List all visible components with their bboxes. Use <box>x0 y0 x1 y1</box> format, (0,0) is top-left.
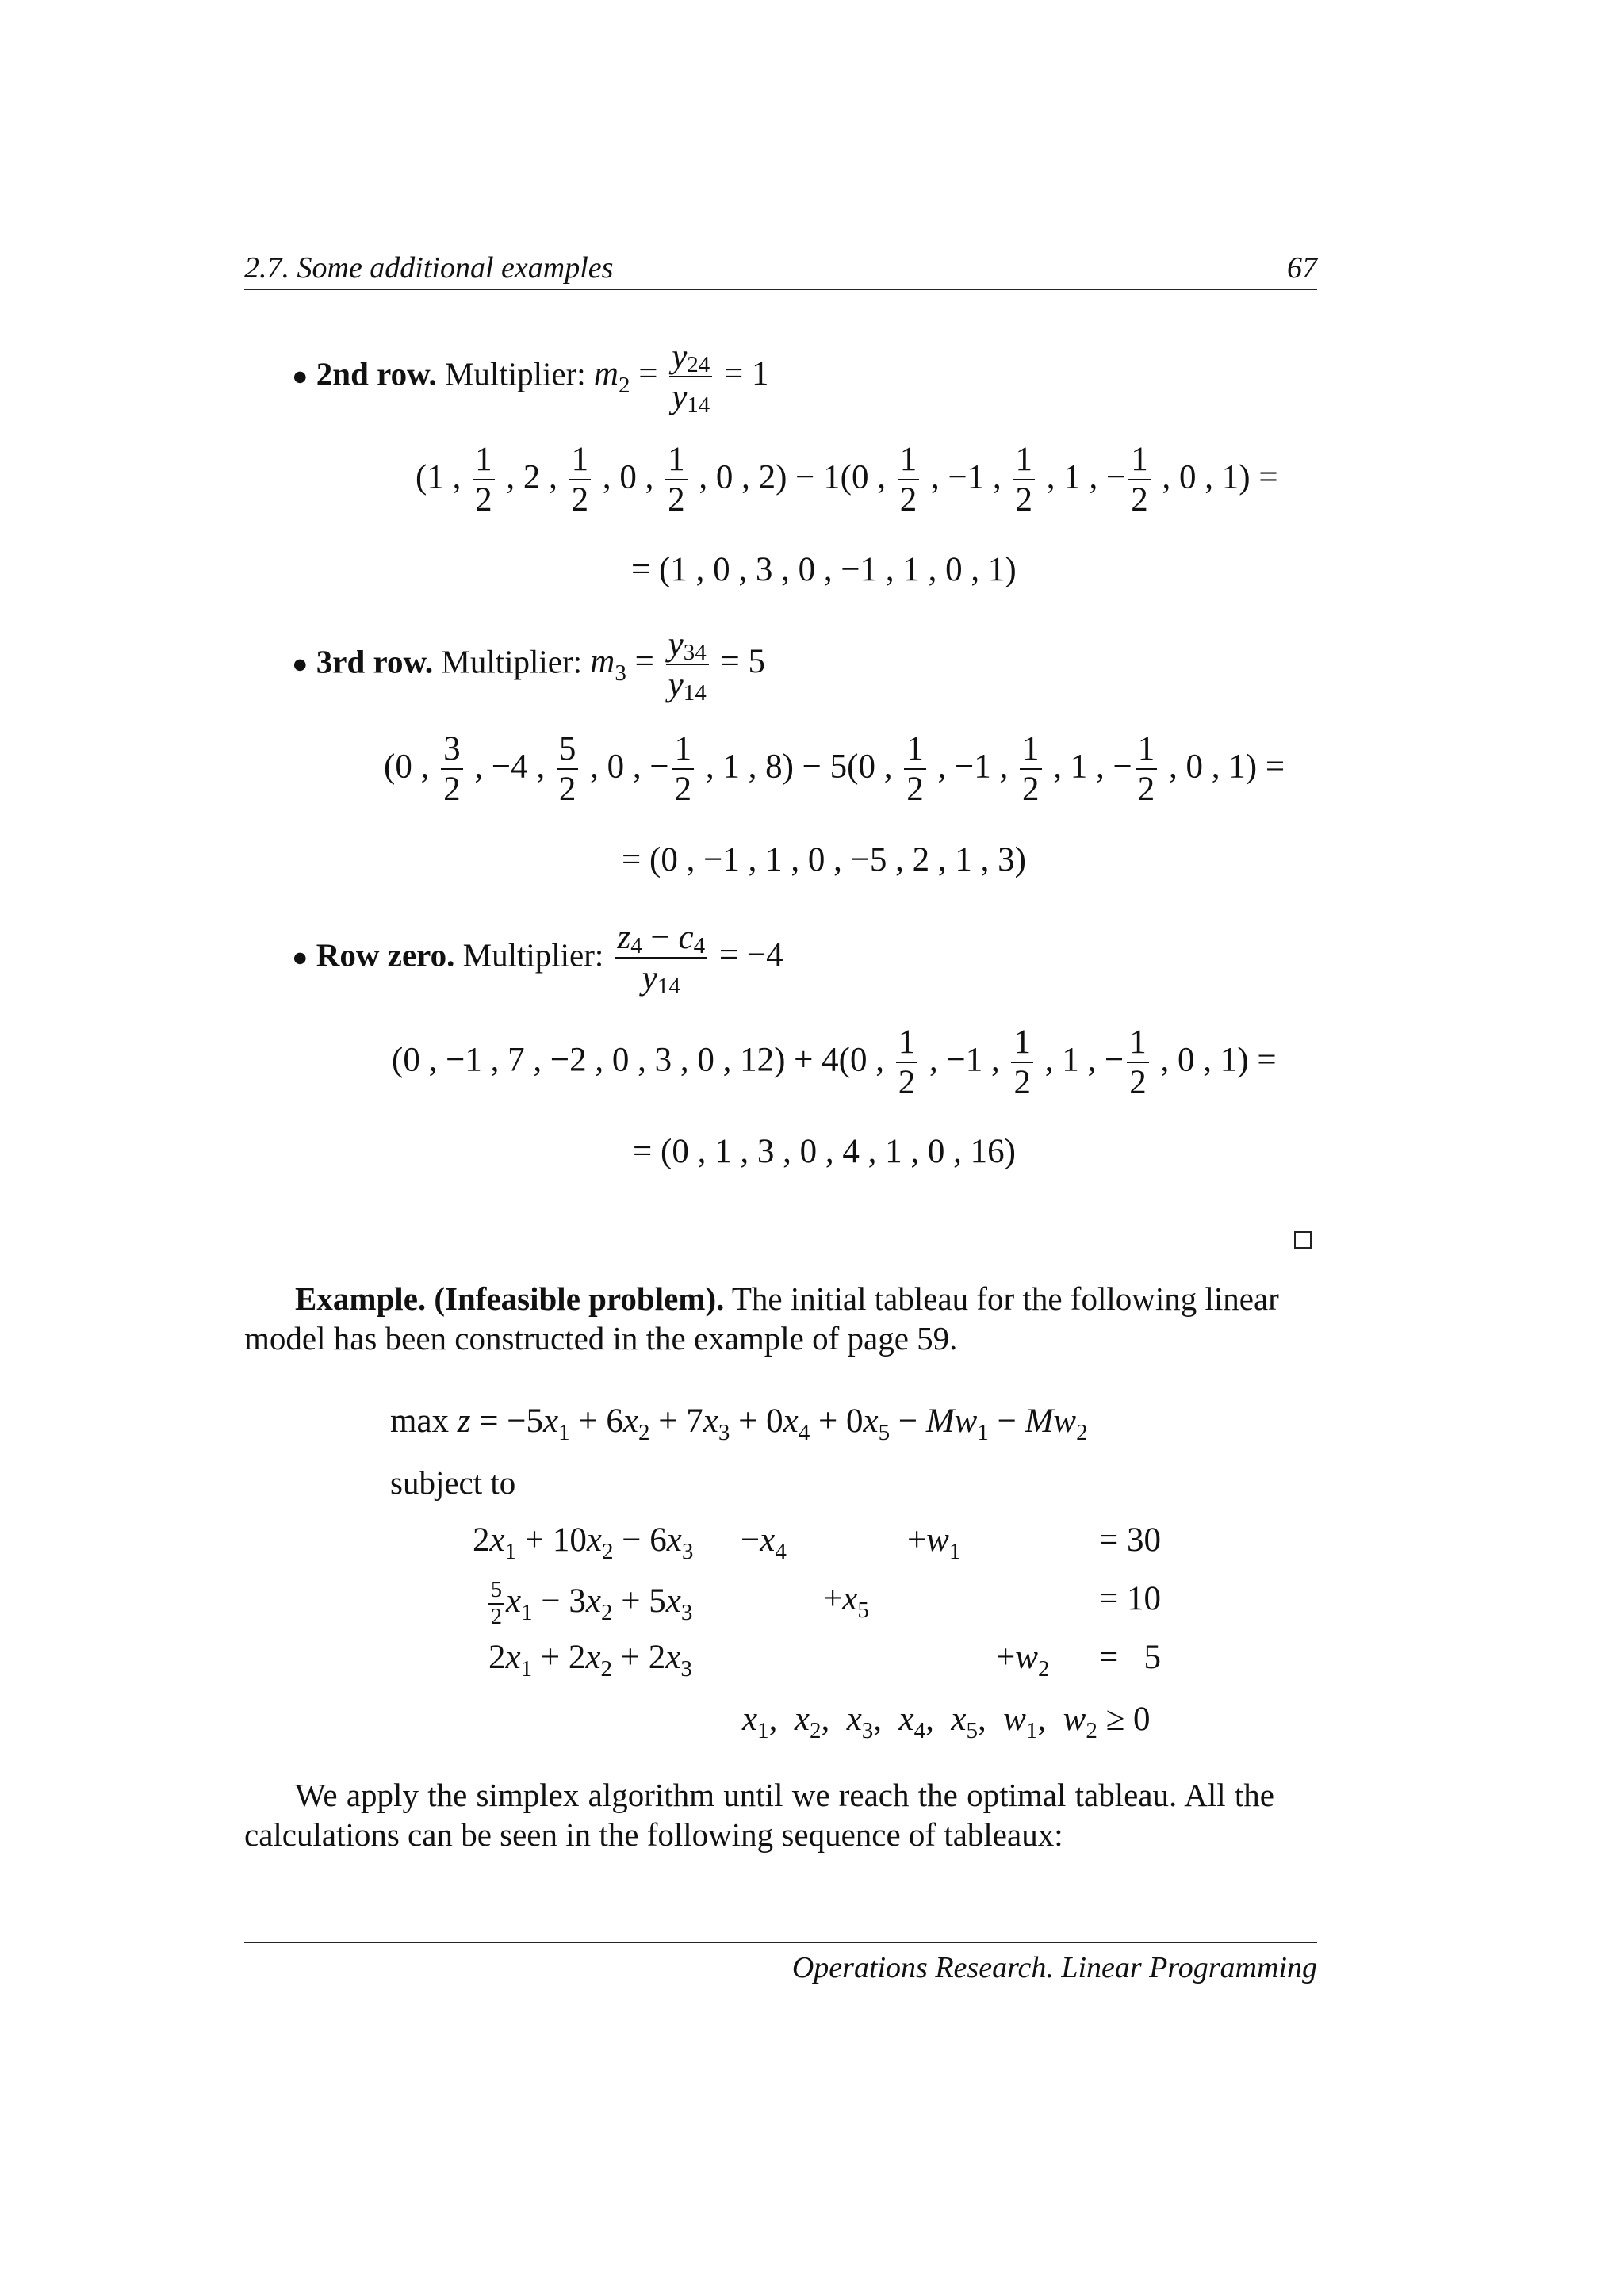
multiplier-formula: $m_2$ = $\frac{y24}{y14}$ = 1 <box>593 338 769 419</box>
bullet-text: Multiplier: <box>462 936 604 974</box>
bullet-dot-icon: ● <box>292 943 308 973</box>
constraint-2-lhs: $\frac{5}{2}$ $x_1 - 3x_2 + 5x_3$ <box>488 1578 692 1630</box>
bullet-row-zero <box>292 918 783 998</box>
constraint-1-rhs: = 30 <box>1099 1521 1162 1559</box>
end-of-proof-icon <box>1294 1231 1312 1249</box>
example-paragraph-line1 <box>295 1280 1279 1318</box>
constraint-3-lhs: $2x_1 + 2x_2 + 2x_3$ <box>488 1639 692 1682</box>
row3-equation-result: = (0 , −1 , 1 , 0 , −5 , 2 , 1 , 3) <box>622 841 1026 878</box>
bullet-3rd-row <box>292 625 765 705</box>
bullet-2nd-row <box>292 337 769 417</box>
constraint-1-lhs: $2x_1 + 10x_2 - 6x_3$ <box>473 1521 694 1564</box>
constraint-3-rhs: = 5 <box>1099 1639 1162 1676</box>
constraint-1-x4: $-x_4$ <box>741 1521 787 1564</box>
row2-equation-result: = (1 , 0 , 3 , 0 , −1 , 1 , 0 , 1) <box>631 551 1017 588</box>
bullet-label: 3rd row. <box>316 643 434 680</box>
bullet-dot-icon: ● <box>292 362 308 392</box>
bullet-dot-icon: ● <box>292 649 308 679</box>
running-footer: Operations Research. Linear Programming <box>791 1951 1317 1984</box>
example-intro-line2: model has been constructed in the example of page 59. <box>244 1320 958 1357</box>
header-rule <box>244 289 1317 290</box>
bullet-label: 2nd row. <box>316 355 437 392</box>
row0-equation-result: = (0 , 1 , 3 , 0 , 4 , 1 , 0 , 16) <box>633 1133 1016 1170</box>
example-title: Example. (Infeasible problem). <box>295 1280 725 1317</box>
constraint-3-w2: $+w_2$ <box>996 1639 1050 1682</box>
example-intro-line1: The initial tableau for the following linear <box>731 1280 1279 1317</box>
bullet-text: Multiplier: <box>444 355 586 392</box>
subject-to-label: subject to <box>390 1464 516 1501</box>
footer-rule <box>244 1942 1317 1943</box>
multiplier-formula: $m_3$ = $\frac{y34}{y14}$ = 5 <box>590 626 765 706</box>
constraint-1-w1: $+w_1$ <box>907 1521 961 1564</box>
running-header-section: 2.7. Some additional examples <box>244 251 614 285</box>
objective-function: $\max z = -5x_1 + 6x_2 + 7x_3 + 0x_4 + 0x_5 - Mw_1 - Mw_2$ <box>390 1402 1088 1445</box>
row0-equation-line1: (0 , −1 , 7 , −2 , 0 , 3 , 0 , 12) + 4(0 , $\frac{1}{2}$ , −1 , $\frac{1}{2}$ , 1 , − $\frac{1}{2}$ , 0 , 1) = <box>392 1024 1277 1102</box>
page-number: 67 <box>1287 251 1317 285</box>
bullet-label: Row zero. <box>316 936 455 974</box>
closing-paragraph-line2: calculations can be seen in the following sequence of tableaux: <box>244 1816 1063 1853</box>
nonnegativity-constraint: $x_1$, $x_2$, $x_3$, $x_4$, $x_5$, $w_1$, $w_2 \ge 0$ <box>742 1701 1151 1743</box>
bullet-text: Multiplier: <box>441 643 583 680</box>
row2-equation-line1: (1 , $\frac{1}{2}$ , 2 , $\frac{1}{2}$ , 0 , $\frac{1}{2}$ , 0 , 2) − 1(0 , $\frac{1}{2}$ , −1 , $\frac{1}{2}$ , 1 , − $\frac{1}{2}$ , 0 , 1) = <box>416 441 1278 519</box>
constraint-2-rhs: = 10 <box>1099 1580 1162 1617</box>
row3-equation-line1: (0 , $\frac{3}{2}$ , −4 , $\frac{5}{2}$ , 0 , − $\frac{1}{2}$ , 1 , 8) − 5(0 , $\frac{1}{2}$ , −1 , $\frac{1}{2}$ , 1 , − $\frac{1}{2}$ , 0 , 1) = <box>384 730 1285 809</box>
closing-paragraph-line1: We apply the simplex algorithm until we reach the optimal tableau. All the <box>295 1777 1274 1813</box>
multiplier-formula: $\frac{z4 - c4}{y14}$ = −4 <box>612 936 783 974</box>
constraint-2-x5: $+x_5$ <box>823 1580 869 1623</box>
